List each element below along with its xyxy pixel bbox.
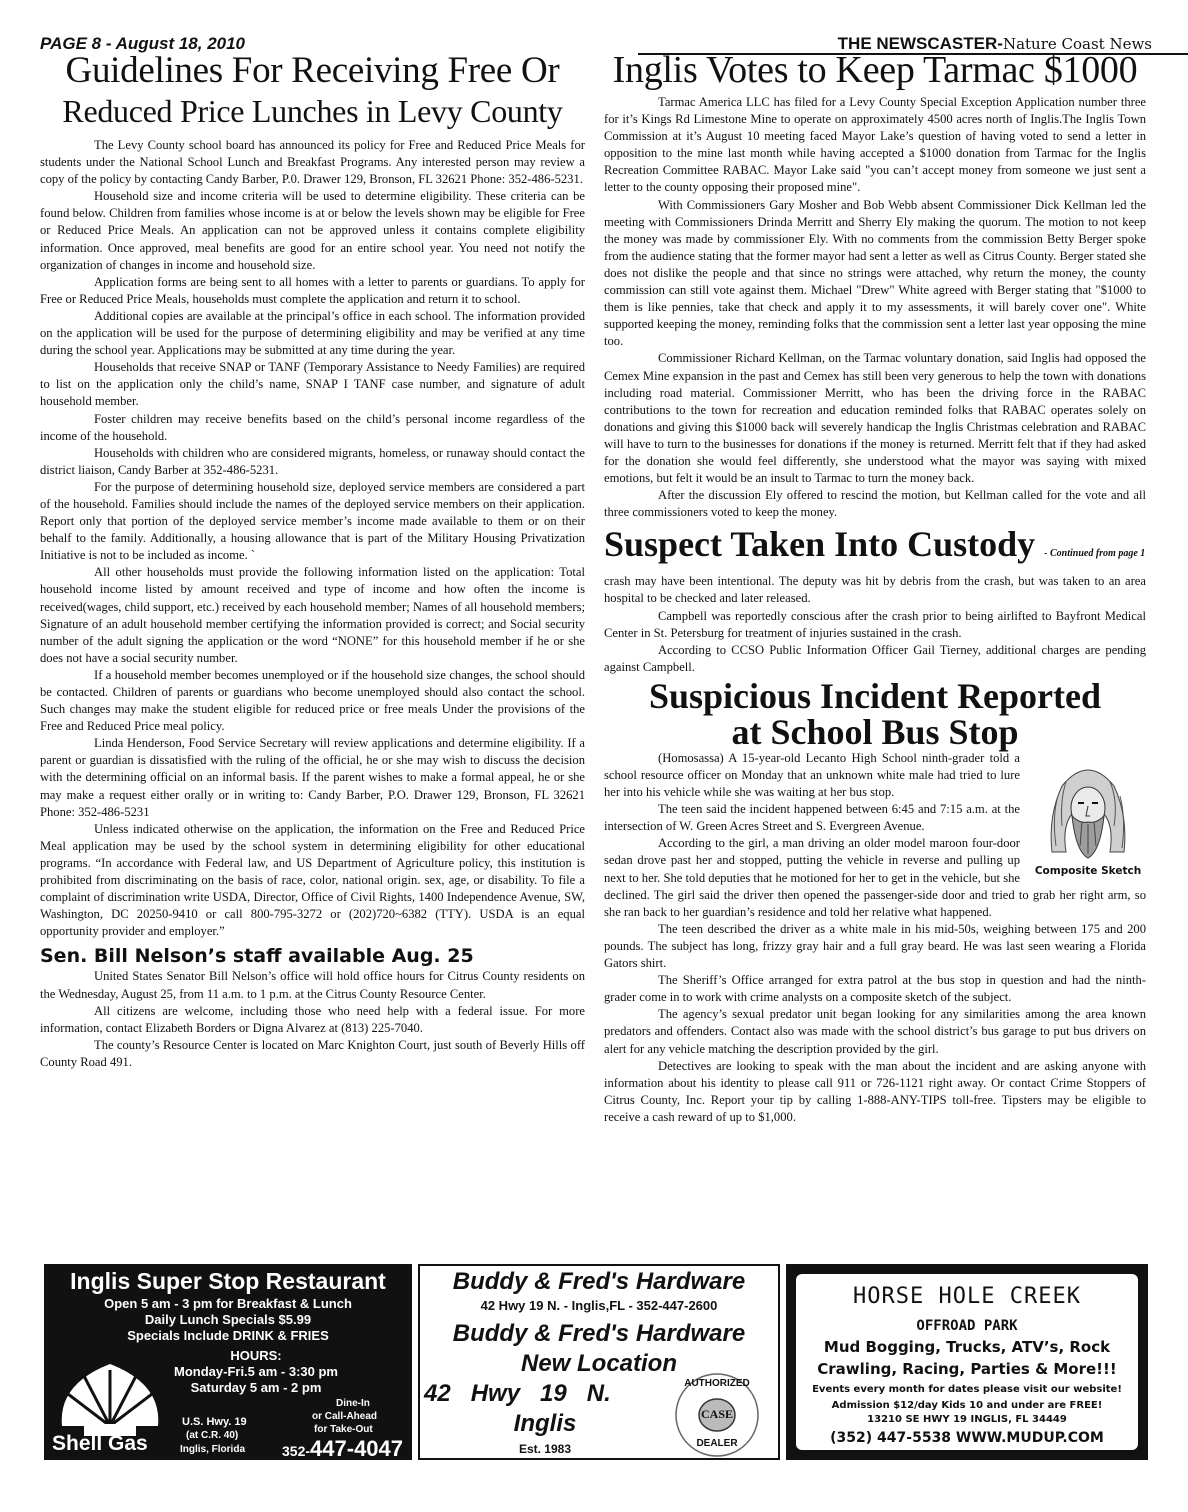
inglis-ad-hours2: Saturday 5 am - 2 pm <box>190 1380 322 1395</box>
case-badge-mid: CASE <box>700 1407 733 1421</box>
horse-ad-panel <box>796 1274 1138 1450</box>
article-paragraph: For the purpose of determining household size, deployed service members are considered a part of the household. Families should include the names of the deployed service members on their application. Report only that portion of the deployed service member’s income made available to them or on their behalf to the family. Additionally, a housing allowance that is part of the Military Housing Privatization Initiative is not to be included as income. ` <box>40 479 585 563</box>
article-paragraph: The teen said the incident happened between 6:45 and 7:15 a.m. at the intersection of W. Green Acres Street and S. Evergreen Avenue. <box>604 802 1020 834</box>
article-paragraph: Households with children who are considered migrants, homeless, or runaway should contact the district liaison, Candy Barber at 352-486-5231. <box>40 445 585 477</box>
lunch-headline-line2: Reduced Price Lunches in Levy County <box>62 93 563 129</box>
article-paragraph: Detectives are looking to speak with the man about the incident and are asking anyone with information about his identity to please call 911 or 726-1121 right away. Or contact Crime Stoppers of Citrus County, Inc. Report your tip by calling 1-888-ANY-TIPS toll-free. Tipsters may be eligible to receive a cash reward of up to $1,000. <box>604 1058 1146 1124</box>
article-paragraph: The Sheriff’s Office arranged for extra patrol at the bus stop in question and had the ninth-grader come in to work with crime analysts on a composite sketch of the subject. <box>604 973 1146 1005</box>
inglis-ad-line1: Open 5 am - 3 pm for Breakfast & Lunch <box>104 1296 352 1311</box>
horse-ad-line1: Mud Bogging, Trucks, ATV’s, Rock <box>823 1338 1111 1356</box>
article-paragraph: Foster children may receive benefits based on the child’s personal income regardless of the income of the household. <box>40 411 585 443</box>
page-date-label: PAGE 8 - August 18, 2010 <box>40 34 246 53</box>
article-paragraph: United States Senator Bill Nelson’s office will hold office hours for Citrus County residents on the Wednesday, August 25, from 11 a.m. to 1 p.m. at the Citrus County Resource Center. <box>40 969 585 1001</box>
inglis-ad-phone <box>282 1436 403 1460</box>
article-paragraph: (Homosassa) A 15-year-old Lecanto High School ninth-grader told a school resource officer on Monday that an unknown white male had tried to lure her into his vehicle while she was waiting at her bus stop. <box>604 750 1020 800</box>
article-paragraph: All citizens are welcome, including those who need help with a federal issue. For more information, contact Elizabeth Borders or Digna Alvarez at (813) 225-7040. <box>40 1003 585 1035</box>
horse-ad-phone: (352) 447-5538 WWW.MUDUP.COM <box>830 1430 1104 1446</box>
ads-row <box>44 1264 1148 1460</box>
article-paragraph: According to CCSO Public Information Officer Gail Tierney, additional charges are pending against Campbell. <box>604 642 1146 674</box>
article-paragraph: All other households must provide the following information listed on the application: Total household income listed by amount received and type of income and how often the income is received(wages, child support, etc.) received by each household member; Names of all household members; Signature of an adult household member certifying the information provided is correct; and Social security number of the adult signing the application or the word “NONE” for this household member if he or she does not have a social security number. <box>40 565 585 665</box>
article-paragraph: Application forms are being sent to all homes with a letter to parents or guardians. To apply for Free or Reduced Price Meals, households must complete the application and return it to school. <box>40 274 585 306</box>
article-paragraph: According to the girl, a man driving an older model maroon four-door sedan drove past her and stopped, putting the vehicle in reverse and pulling up next to her. She told deputies that he motioned for her to get in the vehicle, but she declined. The girl said the driver then opened the passenger-side door and tried to grab her right arm, so she ran back to her guardian’s residence and told her relative what happened. <box>604 836 1146 919</box>
article-paragraph: The teen described the driver as a white male in his mid-50s, weighing between 175 and 200 pounds. The subject has long, frizzy gray hair and a full gray beard. He was last seen wearing a Florida Gators shirt. <box>604 921 1146 971</box>
horse-ad-line4: Admission $12/day Kids 10 and under are FREE! <box>831 1400 1103 1411</box>
buddy-ad-new-location: New Location <box>520 1350 677 1377</box>
tarmac-article <box>604 50 1146 521</box>
article-paragraph: Tarmac America LLC has filed for a Levy County Special Exception Application number three for it’s Kings Rd Limestone Mine to operate on approximately 4500 acres north of Inglis.The Inglis Town Commission at it’s August 10 meeting faced Mayor Lake’s question of having voted to send a letter in opposition to the mine last month while having accepted a $1000 donation from Tarmac for the Inglis Recreation Committee RABAC. Mayor Lake said "you can’t accept money from someone we just sent a letter to the county opposing their proposed mine". <box>604 95 1146 195</box>
article-paragraph: The county’s Resource Center is located on Marc Knighton Court, just south of Beverly Hills off County Road 491. <box>40 1037 585 1069</box>
inglis-ad-line3: Specials Include DRINK & FRIES <box>127 1328 329 1343</box>
case-dealer-badge <box>670 1372 764 1458</box>
inglis-ad-dine2: or Call-Ahead <box>312 1411 378 1422</box>
article-paragraph: The agency’s sexual predator unit began looking for any similarities among the area known predators and offenders. Contact also was made with the school district’s bus garage to put bus drivers on alert for any vehicle matching the description provided by the girl. <box>604 1007 1146 1056</box>
shell-gas-label: Shell Gas <box>52 1432 148 1455</box>
buddy-ad-title-2: Buddy & Fred's Hardware <box>452 1320 746 1347</box>
phone-number: 447-4047 <box>310 1436 404 1460</box>
article-paragraph: Additional copies are available at the principal’s office in each school. The information provided on the application will be used for the purpose of determining eligibility and may be verified at any time during the school year. Applications may be submitted at any time during the year. <box>40 308 585 358</box>
inglis-ad-address1: U.S. Hwy. 19 <box>182 1416 247 1428</box>
inglis-super-stop-ad <box>44 1264 412 1460</box>
lunch-headline-line1: Guidelines For Receiving Free Or <box>65 50 560 91</box>
buddy-fred-hardware-ad <box>418 1264 780 1460</box>
article-paragraph: crash may have been intentional. The deputy was hit by debris from the crash, but was taken to an area hospital to be checked and later released. <box>604 574 1146 606</box>
buddy-ad-town: Inglis <box>513 1410 577 1437</box>
horse-ad-line3: Events every month for dates please visit our website! <box>812 1384 1122 1395</box>
composite-sketch <box>1030 756 1146 878</box>
phone-prefix: 352- <box>282 1443 311 1459</box>
suspect-headline <box>604 525 1146 573</box>
lunch-article <box>40 50 585 940</box>
article-paragraph: Household size and income criteria will be used to determine eligibility. These criteria can be found below. Children from families whose income is at or below the levels shown may be eligible for Free or Reduced Price Meals. An application can not be approved unless it contains complete eligibility information. Once approved, meal benefits are good for an entire school year. You need not notify the organization of changes in income and household size. <box>40 189 585 272</box>
article-paragraph: Campbell was reportedly conscious after the crash prior to being airlifted to Bayfront Medical Center in St. Petersburg for treatment of injuries sustained in the crash. <box>604 608 1146 640</box>
article-paragraph: If a household member becomes unemployed or if the household size changes, the school should be contacted. Children of parents or guardians who become unemployed should also contact the school. Such changes may make the student eligible for reduced price or free meals Under the provisions of the Free and Reduced Price meal policy. <box>40 667 585 734</box>
article-paragraph: Commissioner Richard Kellman, on the Tarmac voluntary donation, said Inglis had opposed the Cemex Mine expansion in the past and Cemex has still been very generous to help the town with donations including road material. Commissioner Merritt, who has been the driving force in the RABAC contributions to the town for recreation and education reminded folks that RABAC operates solely on donations and giving this $1000 back will severely handicap the Inglis Christmas celebration and RABAC will have to turn to the businesses for donations if the money is returned. Merritt felt that if they had asked for the donation she would feel differently, she understood what the mayor was saying with mixed emotions, but felt it would be an insult to Tarmac to turn the money back. <box>604 351 1146 486</box>
shell-logo-icon <box>54 1358 166 1440</box>
inglis-ad-title: Inglis Super Stop Restaurant <box>70 1268 386 1294</box>
inglis-ad-address3: Inglis, Florida <box>180 1444 246 1455</box>
suspect-article <box>604 525 1146 676</box>
horse-ad-title: HORSE HOLE CREEK <box>853 1284 1081 1309</box>
inglis-ad-dine1: Dine-In <box>336 1398 370 1409</box>
newspaper-title: THE NEWSCASTER- <box>837 34 1003 53</box>
right-column <box>604 50 1146 1126</box>
nelson-headline: Sen. Bill Nelson’s staff available Aug. 25 <box>40 945 474 968</box>
sketch-caption: Composite Sketch <box>1034 864 1142 877</box>
inglis-ad-hours-label: HOURS: <box>230 1348 282 1363</box>
buddy-ad-address: 42 Hwy 19 N. - Inglis,FL - 352-447-2600 <box>480 1298 718 1313</box>
busstop-headline-line2: at School Bus Stop <box>731 711 1019 752</box>
horse-ad-line5: 13210 SE HWY 19 INGLIS, FL 34449 <box>867 1414 1067 1425</box>
busstop-headline-line1: Suspicious Incident Reported <box>648 675 1102 716</box>
article-paragraph: Households that receive SNAP or TANF (Temporary Assistance to Needy Families) are required to list on the application only the child’s name, SNAP I TANF case number, and signature of adult household member. <box>40 360 585 409</box>
case-badge-bottom: DEALER <box>696 1438 738 1449</box>
busstop-article <box>604 675 1146 1126</box>
article-paragraph: The Levy County school board has announced its policy for Free and Reduced Price Meals for students under the National School Lunch and Breakfast Programs. Any interested person may review a copy of the policy by contacting Candy Barber, P.0. Drawer 129, Bronson, FL 32621 Phone: 352-486-5231. <box>40 138 585 187</box>
horse-hole-creek-ad <box>786 1264 1148 1460</box>
article-paragraph: After the discussion Ely offered to rescind the motion, but Kellman called for the vote and all three commissioners voted to keep the money. <box>604 488 1146 520</box>
article-paragraph: Linda Henderson, Food Service Secretary will review applications and determine eligibility. If a parent or guardian is dissatisfied with the ruling of the official, he or she may wish to discuss the decision with the determining official on an informal basis. If the parent wishes to make a formal appeal, he or she may make a request either orally or in writing to: Candy Barber, P.O. Drawer 129, Bronson, FL 32621 Phone: 352-486-5231 <box>40 736 585 819</box>
tarmac-headline: Inglis Votes to Keep Tarmac $1000 <box>612 49 1138 91</box>
inglis-ad-dine3: for Take-Out <box>314 1424 373 1435</box>
article-paragraph: With Commissioners Gary Mosher and Bob Webb absent Commissioner Dick Kellman led the meeting with Commissioners Drinda Merritt and Sherry Ely making the quorum. The motion to not keep the money was made by commissioner Ely. With no comments from the commission Betty Berger spoke from the audience stating that the former mayor had sent a letter as well as Citrus County. Berger stated she does not dislike the people and that since no strings were attached, why return the money, the county commission can still vote against them. Michael "Drew" White agreed with Berger stating that "$1000 to them is like pennies, take that check and apply it to my assessments, it will barely cover one". White supported keeping the money, reminding folks that the commission sent a letter last year opposing the mine too. <box>604 197 1146 349</box>
case-badge-top: AUTHORIZED <box>684 1378 750 1389</box>
buddy-ad-established: Est. 1983 <box>518 1442 572 1456</box>
left-column <box>40 50 585 1071</box>
horse-ad-subtitle: OFFROAD PARK <box>916 1318 1018 1334</box>
newspaper-subtitle: Nature Coast News <box>1002 35 1152 53</box>
inglis-ad-hours1: Monday-Fri.5 am - 3:30 pm <box>174 1364 338 1379</box>
nelson-article <box>40 944 585 1071</box>
continued-note: - Continued from page 1 <box>1044 548 1146 560</box>
composite-sketch-image <box>1032 756 1144 860</box>
article-paragraph: Unless indicated otherwise on the application, the information on the Free and Reduced Price Meal application may be used by the school system in determining eligibility for other educational programs. “In accordance with Federal law, and US Department of Agriculture policy, this institution is prohibited from discriminating on the basis of race, color, national origin. sex, age, or disability. To file a complaint of discrimination write USDA, Director, Office of Civil Rights, 1400 Independence Avenue, SW, Washington, DC 20250-9410 or call 800-795-3272 or (202)720~6382 (TTY). USDA is an equal opportunity provider and employer.” <box>40 821 585 939</box>
buddy-ad-big-address: 42 Hwy 19 N. <box>424 1380 611 1407</box>
inglis-ad-line2: Daily Lunch Specials $5.99 <box>144 1312 312 1327</box>
inglis-ad-address2: (at C.R. 40) <box>186 1430 239 1441</box>
suspect-headline-text: Suspect Taken Into Custody <box>604 524 1036 565</box>
buddy-ad-title: Buddy & Fred's Hardware <box>452 1268 746 1295</box>
horse-ad-line2: Crawling, Racing, Parties & More!!! <box>817 1360 1117 1378</box>
